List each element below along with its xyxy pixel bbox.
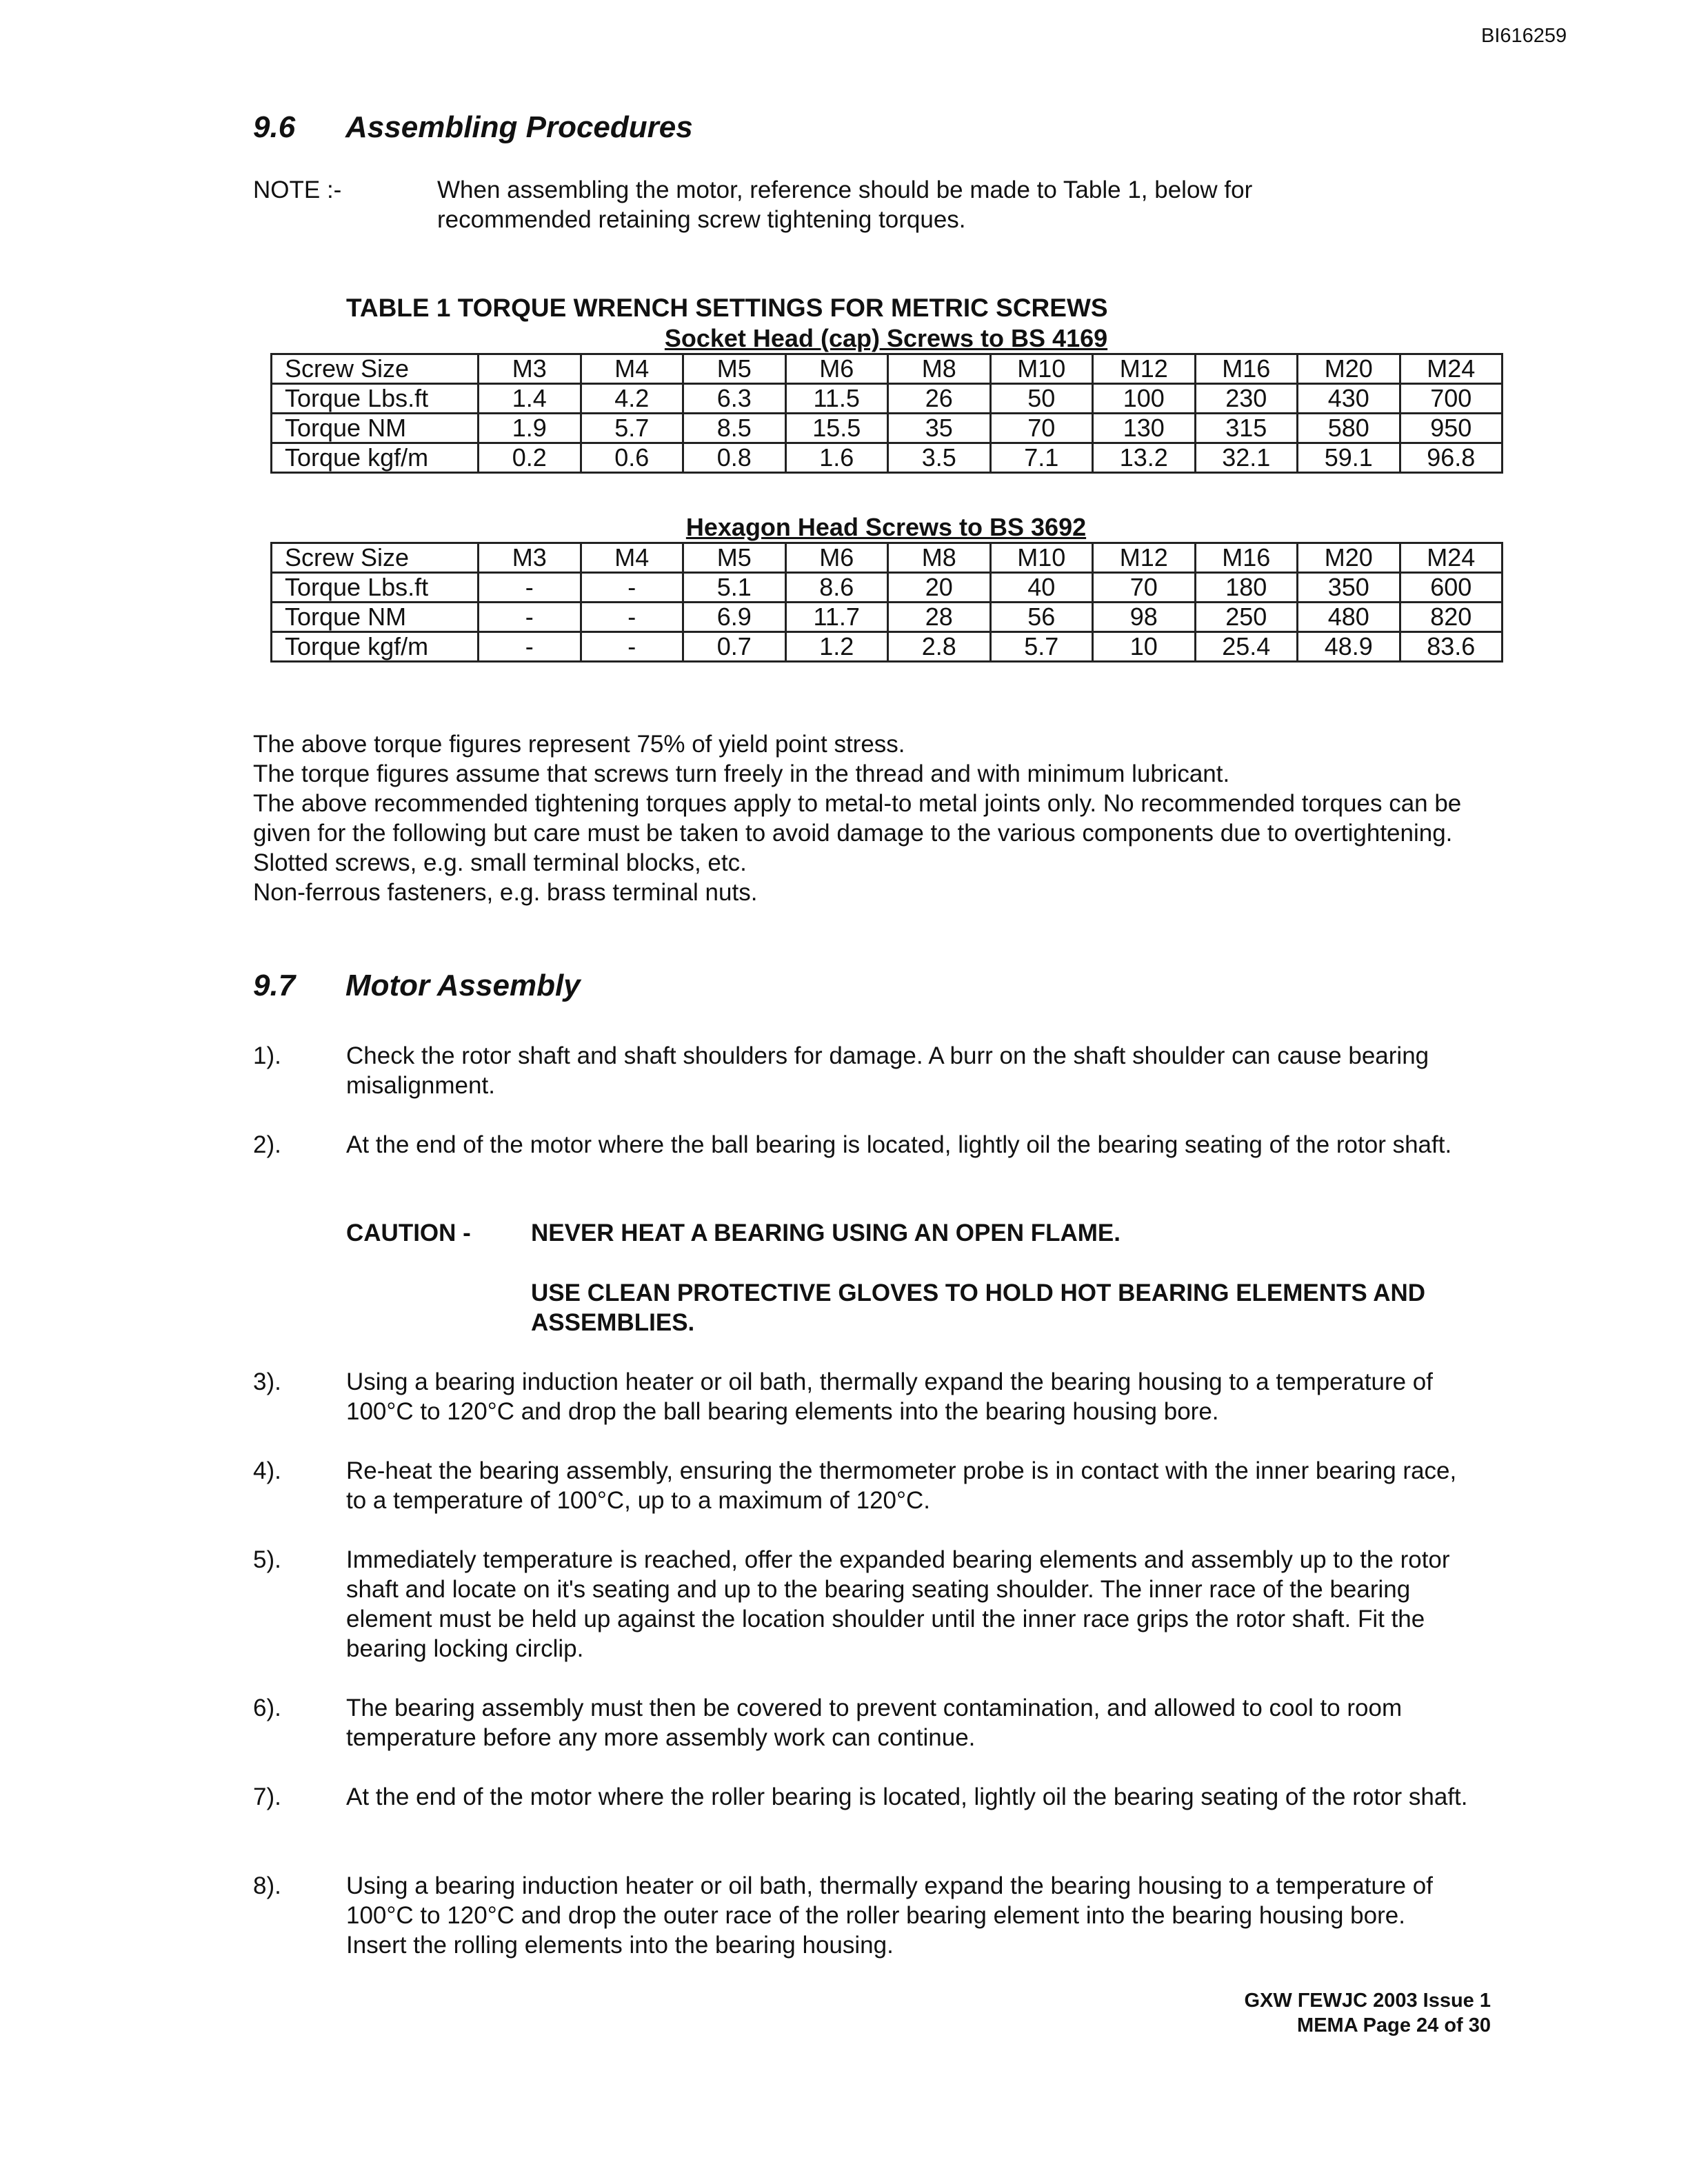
table-cell: M8	[888, 354, 991, 384]
table-cell: 56	[990, 603, 1093, 632]
table-row	[272, 414, 1503, 443]
table-cell: 11.7	[785, 603, 888, 632]
table-row	[272, 384, 1503, 414]
table-cell: 480	[1298, 603, 1400, 632]
table-cell: M24	[1400, 354, 1503, 384]
table-cell: 0.2	[479, 443, 581, 473]
table-cell: 96.8	[1400, 443, 1503, 473]
table-cell: 32.1	[1195, 443, 1298, 473]
table-cell: 10	[1093, 632, 1196, 662]
caution-line-1: NEVER HEAT A BEARING USING AN OPEN FLAME.	[531, 1220, 1121, 1246]
step-text: Using a bearing induction heater or oil bath, thermally expand the bearing housing to a temperature of 100°C to 120°C and drop the outer race of the roller bearing element into the bearing housing bore. Insert the rolling elements into the bearing housing.	[346, 1872, 1433, 1959]
row-header-cell: Torque NM	[272, 414, 479, 443]
table-cell: 28	[888, 603, 991, 632]
table-cell: M8	[888, 543, 991, 573]
table-cell: 8.5	[683, 414, 786, 443]
socket-head-torque-table	[270, 353, 1503, 474]
table-cell: M5	[683, 543, 786, 573]
document-id: BI616259	[1481, 25, 1567, 47]
table-row	[272, 443, 1503, 473]
table-cell: 180	[1195, 573, 1298, 603]
table-cell: M6	[785, 543, 888, 573]
table-cell: 13.2	[1093, 443, 1196, 473]
step-number: 5).	[253, 1546, 281, 1573]
row-header-cell: Torque NM	[272, 603, 479, 632]
note-line: Non-ferrous fasteners, e.g. brass terminal nuts.	[253, 879, 758, 906]
row-header-cell: Torque kgf/m	[272, 443, 479, 473]
row-header-cell: Torque Lbs.ft	[272, 384, 479, 414]
table-cell: 580	[1298, 414, 1400, 443]
table-cell: 1.2	[785, 632, 888, 662]
table-cell: -	[479, 573, 581, 603]
table-row	[272, 354, 1503, 384]
table-cell: 5.1	[683, 573, 786, 603]
table-cell: 8.6	[785, 573, 888, 603]
table-cell: -	[479, 632, 581, 662]
caution-line-2: USE CLEAN PROTECTIVE GLOVES TO HOLD HOT BEARING ELEMENTS AND ASSEMBLIES.	[531, 1280, 1426, 1336]
footer-issue: GXW ΓEWJC 2003 Issue 1	[1244, 1990, 1491, 2012]
table-cell: 26	[888, 384, 991, 414]
table-cell: M20	[1298, 354, 1400, 384]
table-cell: 250	[1195, 603, 1298, 632]
table-cell: 600	[1400, 573, 1503, 603]
table-cell: M16	[1195, 543, 1298, 573]
table-cell: -	[581, 632, 683, 662]
table-cell: 11.5	[785, 384, 888, 414]
table-cell: M4	[581, 543, 683, 573]
step-text: The bearing assembly must then be covered to prevent contamination, and allowed to cool to room temperature before any more assembly work can continue.	[346, 1695, 1403, 1751]
table-cell: 5.7	[581, 414, 683, 443]
section-title: Motor Assembly	[345, 969, 581, 1002]
table-cell: 50	[990, 384, 1093, 414]
step-number: 2).	[253, 1131, 281, 1158]
table-cell: 0.6	[581, 443, 683, 473]
table-cell: 59.1	[1298, 443, 1400, 473]
step-text: At the end of the motor where the ball bearing is located, lightly oil the bearing seating of the rotor shaft.	[346, 1131, 1452, 1158]
table-cell: 6.9	[683, 603, 786, 632]
table-cell: 25.4	[1195, 632, 1298, 662]
step-number: 8).	[253, 1872, 281, 1899]
section-heading-9-7	[253, 969, 943, 1004]
table-row	[272, 603, 1503, 632]
torque-notes	[253, 729, 1467, 907]
table-row	[272, 543, 1503, 573]
table-cell: M20	[1298, 543, 1400, 573]
table-cell: M5	[683, 354, 786, 384]
table-cell: 3.5	[888, 443, 991, 473]
note-line: The above recommended tightening torques apply to metal-to metal joints only. No recommended torques can be given for the following but care must be taken to avoid damage to the various components due to overtightening.	[253, 790, 1462, 847]
table-cell: M10	[990, 543, 1093, 573]
table-cell: -	[581, 603, 683, 632]
caution-label: CAUTION -	[346, 1220, 471, 1246]
table-cell: 100	[1093, 384, 1196, 414]
hexagon-head-torque-table	[270, 542, 1503, 663]
section-number: 9.6	[253, 110, 296, 144]
table-cell: M4	[581, 354, 683, 384]
note-text: When assembling the motor, reference should be made to Table 1, below for recommended retaining screw tightening torques.	[437, 176, 1253, 233]
table-cell: 70	[990, 414, 1093, 443]
table-cell: 35	[888, 414, 991, 443]
table-cell: 820	[1400, 603, 1503, 632]
note-line: Slotted screws, e.g. small terminal blocks, etc.	[253, 849, 747, 876]
table-cell: 950	[1400, 414, 1503, 443]
note-label: NOTE :-	[253, 176, 342, 203]
table-cell: 7.1	[990, 443, 1093, 473]
table-cell: M6	[785, 354, 888, 384]
footer-page-number: MEMA Page 24 of 30	[1297, 2014, 1491, 2036]
table-cell: 98	[1093, 603, 1196, 632]
table-cell: 350	[1298, 573, 1400, 603]
table-cell: 0.8	[683, 443, 786, 473]
table-cell: 15.5	[785, 414, 888, 443]
table-cell: M3	[479, 543, 581, 573]
section-number: 9.7	[253, 969, 296, 1002]
section-title: Assembling Procedures	[345, 110, 693, 144]
table-cell: 430	[1298, 384, 1400, 414]
table-cell: 700	[1400, 384, 1503, 414]
section-heading-9-6	[253, 110, 943, 146]
table-cell: M12	[1093, 354, 1196, 384]
table-cell: 5.7	[990, 632, 1093, 662]
note-line: The torque figures assume that screws turn freely in the thread and with minimum lubricant.	[253, 760, 1230, 787]
table-cell: 83.6	[1400, 632, 1503, 662]
table-cell: 48.9	[1298, 632, 1400, 662]
table-cell: 1.6	[785, 443, 888, 473]
step-number: 1).	[253, 1042, 281, 1069]
step-text: At the end of the motor where the roller bearing is located, lightly oil the bearing seating of the rotor shaft.	[346, 1783, 1468, 1810]
table-title: TABLE 1 TORQUE WRENCH SETTINGS FOR METRIC SCREWS	[346, 294, 1108, 322]
table-row	[272, 573, 1503, 603]
footer	[1244, 1988, 1491, 2038]
step-number: 4).	[253, 1457, 281, 1484]
table-cell: 6.3	[683, 384, 786, 414]
row-header-cell: Torque Lbs.ft	[272, 573, 479, 603]
step-text: Re-heat the bearing assembly, ensuring the thermometer probe is in contact with the inner bearing race, to a temperature of 100°C, up to a maximum of 120°C.	[346, 1457, 1457, 1514]
table-cell: -	[479, 603, 581, 632]
note-line: The above torque figures represent 75% of yield point stress.	[253, 731, 905, 758]
row-header-cell: Torque kgf/m	[272, 632, 479, 662]
step-text: Immediately temperature is reached, offer the expanded bearing elements and assembly up to the rotor shaft and locate on it's seating and up to the bearing seating shoulder. The inner race of the bearing element must be held up against the location shoulder until the inner race grips the rotor shaft. Fit the bearing locking circlip.	[346, 1546, 1450, 1662]
step-number: 3).	[253, 1368, 281, 1395]
table-cell: M24	[1400, 543, 1503, 573]
table-row	[272, 632, 1503, 662]
table-cell: 130	[1093, 414, 1196, 443]
row-header-cell: Screw Size	[272, 354, 479, 384]
table-cell: -	[581, 573, 683, 603]
table-cell: M3	[479, 354, 581, 384]
table-cell: 1.9	[479, 414, 581, 443]
hexagon-table-subtitle: Hexagon Head Screws to BS 3692	[685, 513, 1087, 541]
table-cell: 70	[1093, 573, 1196, 603]
table-cell: 1.4	[479, 384, 581, 414]
step-text: Using a bearing induction heater or oil bath, thermally expand the bearing housing to a temperature of 100°C to 120°C and drop the ball bearing elements into the bearing housing bore.	[346, 1368, 1433, 1425]
table-cell: M10	[990, 354, 1093, 384]
table-cell: 40	[990, 573, 1093, 603]
table-cell: 4.2	[581, 384, 683, 414]
table-cell: 0.7	[683, 632, 786, 662]
table-cell: 2.8	[888, 632, 991, 662]
table-cell: 20	[888, 573, 991, 603]
step-number: 7).	[253, 1783, 281, 1810]
table-cell: M12	[1093, 543, 1196, 573]
step-number: 6).	[253, 1695, 281, 1721]
table-cell: M16	[1195, 354, 1298, 384]
step-text: Check the rotor shaft and shaft shoulders for damage. A burr on the shaft shoulder can cause bearing misalignment.	[346, 1042, 1429, 1099]
socket-table-subtitle: Socket Head (cap) Screws to BS 4169	[664, 324, 1108, 352]
table-cell: 230	[1195, 384, 1298, 414]
table-cell: 315	[1195, 414, 1298, 443]
row-header-cell: Screw Size	[272, 543, 479, 573]
